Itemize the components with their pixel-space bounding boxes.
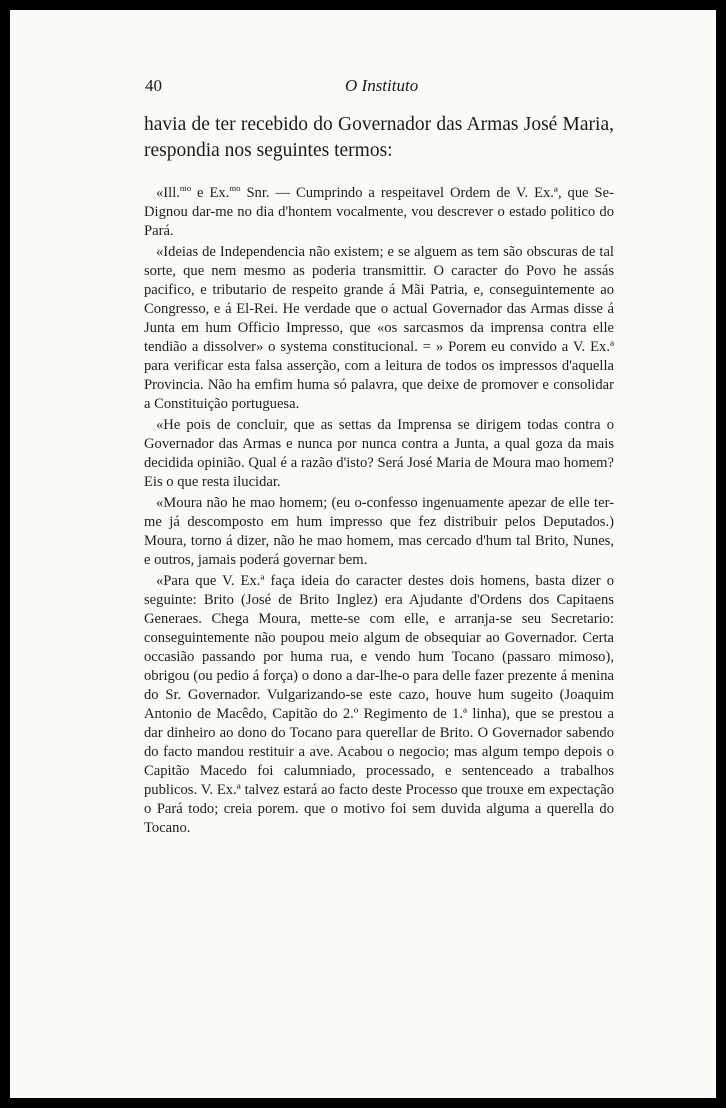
running-head [145,76,610,100]
letter-paragraph-5: «Para que V. Ex.ª faça ideia do caracter destes dois homens, basta dizer o seguinte: Brito (José de Brito Inglez) era Ajudante d'Ordens dos Capitaens Generaes. Chega Moura, mette-se com elle, e arranja-se seu Secretario: conseguintemente não poupou meio algum de obsequiar ao Governador. Certa occasião passando por huma rua, e vendo hum Tocano (passaro mimoso), obrigou (ou pedio á força) o dono a dar-lhe-o para delle fazer prezente á menina do Sr. Governador. Vulgarizando-se este cazo, houve hum sugeito (Joaquim Antonio de Macêdo, Capitão do 2.º Regimento de 1.ª linha), que se prestou a dar dinheiro ao dono do Tocano para querellar de Brito. O Governador sabendo do facto mandou restituir a ave. Acabou o negocio; mas algum tempo depois o Capitão Macedo foi calumniado, processado, e sentenceado a trabalhos publicos. V. Ex.ª talvez estará ao facto deste Processo que trouxe em expectação o Pará todo; creia porem. que o motivo foi sem duvida alguma a querella do Tocano. [144,573,614,836]
quoted-letter [144,184,614,840]
lead-paragraph: havia de ter recebido do Governador das Armas José Maria, respondia nos seguintes termos: [144,114,614,161]
salutation-superscript-2: mo [229,183,241,194]
salutation: «Ill. [156,185,180,201]
letter-paragraph-1 [144,184,614,241]
salutation-superscript: mo [179,183,192,194]
salutation-and: e Ex. [197,185,230,201]
page-number: 40 [145,76,162,95]
letter-paragraph-2: «Ideias de Independencia não existem; e se alguem as tem são obscuras de tal sorte, que nem mesmo as poderia transmittir. O caracter do Povo he assás pacifico, e tributario de respeito grande á Mãi Patria, e, conseguintemente ao Congresso, e á El-Rei. He verdade que o actual Governador das Armas disse á Junta em hum Officio Impresso, que «os sarcasmos da imprensa contra elle tendião a dissolver» o systema constitucional. = » Porem eu convido a V. Ex.ª para verificar esta falsa asserção, com a leitura de todos os impressos d'aquella Provincia. Não ha emfim huma só palavra, que deixe de promover e consolidar a Constituição portuguesa. [144,244,614,412]
journal-title: O Instituto [345,76,419,95]
letter-opening-text: Snr. — Cumprindo a respeitavel Ordem de V. Ex.ª, que Se-Dignou dar-me no dia d'hontem vocalmente, vou descrever o estado politico do Pará. [144,185,614,239]
letter-paragraph-3: «He pois de concluir, que as settas da Imprensa se dirigem todas contra o Governador das Armas e nunca por nunca contra a Junta, a qual goza da mais decidida opinião. Qual é a razão d'isto? Será José Maria de Moura mao homem? Eis o que resta ilucidar. [144,417,614,490]
book-page [10,10,716,1098]
letter-paragraph-4: «Moura não he mao homem; (eu o-confesso ingenuamente apezar de elle ter-me já descomposto em hum impresso que fez distribuir pelos Deputados.) Moura, torno á dizer, não he mao homem, mas cercado d'hum tal Brito, Nunes, e outros, jamais poderá governar bem. [144,495,614,568]
